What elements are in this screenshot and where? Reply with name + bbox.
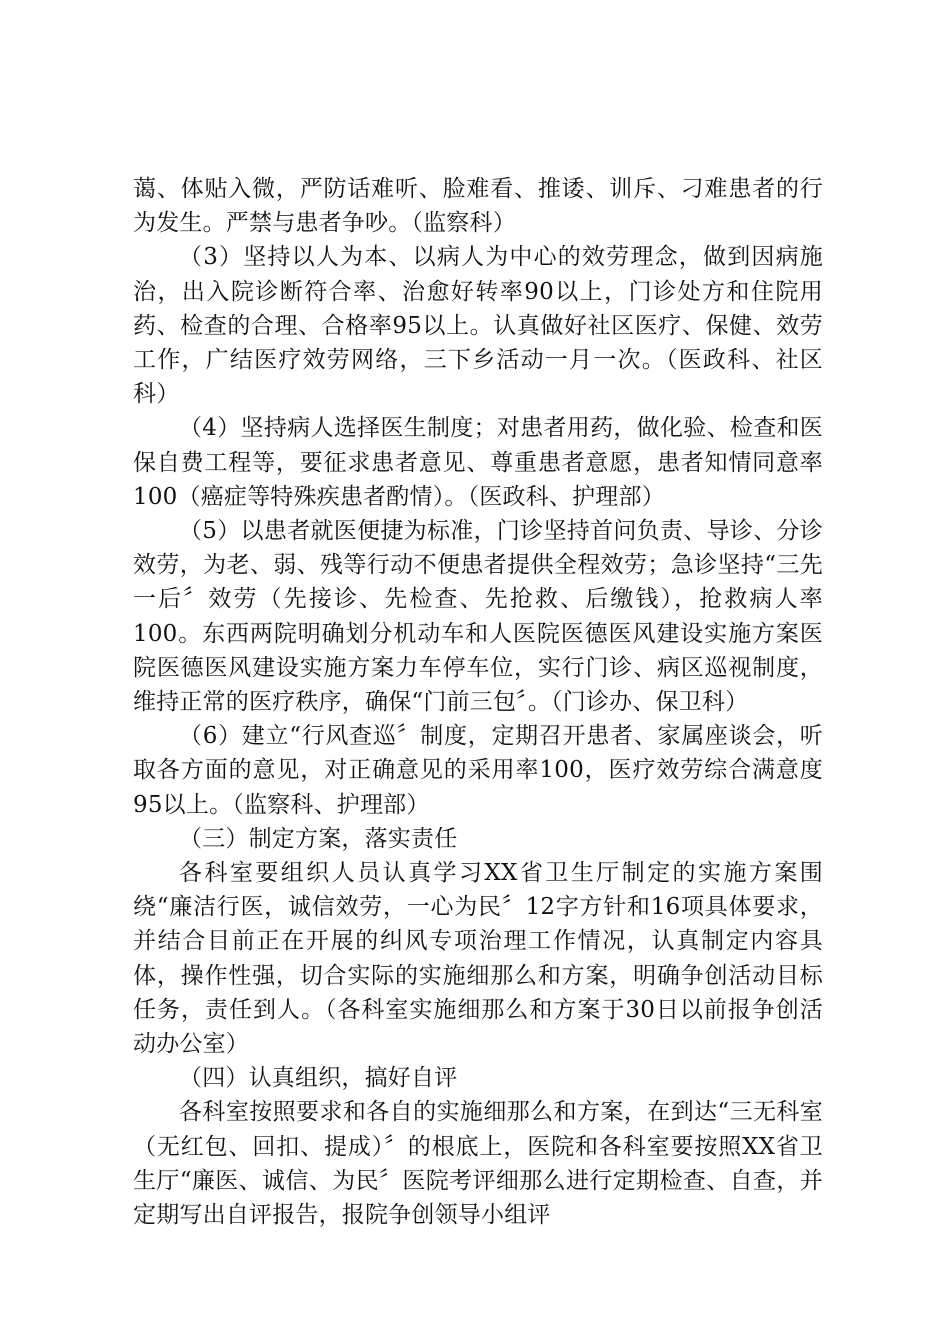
paragraph-6: 各科室要组织人员认真学习XX省卫生厅制定的实施方案围绕“廉洁行医，诚信效劳，一心为民〞12字方针和16项具体要求，并结合目前正在开展的纠风专项治理工作情况，认真制定内容具体，操作性强，切合实际的实施细那么和方案，明确争创活动目标任务，责任到人。（各科室实施细那么和方案于30日以前报争创活动办公室） xyxy=(133,860,823,1058)
paragraph-7: 各科室按照要求和各自的实施细那么和方案，在到达“三无科室（无红包、回扣、提成）〞的根底上，医院和各科室要按照XX省卫生厅“廉医、诚信、为民〞医院考评细那么进行定期检查、自查，并定期写出自评报告，报院争创领导小组评 xyxy=(133,1099,823,1229)
paragraph-3: （4）坚持病人选择医生制度；对患者用药，做化验、检查和医保自费工程等，要征求患者意见、尊重患者意愿，患者知情同意率100（癌症等特殊疾患者酌情）。（医政科、护理部） xyxy=(133,415,823,510)
paragraph-2: （3）坚持以人为本、以病人为中心的效劳理念，做到因病施治，出入院诊断符合率、治愈好转率90以上，门诊处方和住院用药、检查的合理、合格率95以上。认真做好社区医疗、保健、效劳工作，广结医疗效劳网络，三下乡活动一月一次。（医政科、社区科） xyxy=(133,244,823,408)
paragraph-5: （6）建立“行风查巡〞制度，定期召开患者、家属座谈会，听取各方面的意见，对正确意见的采用率100，医疗效劳综合满意度95以上。（监察科、护理部） xyxy=(133,723,823,818)
document-body xyxy=(133,172,823,1232)
section-heading-3: （三）制定方案，落实责任 xyxy=(179,825,458,852)
paragraph-4: （5）以患者就医便捷为标准，门诊坚持首问负责、导诊、分诊效劳，为老、弱、残等行动不便患者提供全程效劳；急诊坚持“三先一后〞效劳（先接诊、先检查、先抢救、后缴钱），抢救病人率100。东西两院明确划分机动车和人医院医德医风建设实施方案医院医德医风建设实施方案力车停车位，实行门诊、病区巡视制度，维持正常的医疗秩序，确保“门前三包〞。（门诊办、保卫科） xyxy=(133,518,823,716)
section-heading-4: （四）认真组织，搞好自评 xyxy=(179,1065,458,1092)
paragraph-1: 蔼、体贴入微，严防话难听、脸难看、推诿、训斥、刁难患者的行为发生。严禁与患者争吵。（监察科） xyxy=(133,176,823,237)
